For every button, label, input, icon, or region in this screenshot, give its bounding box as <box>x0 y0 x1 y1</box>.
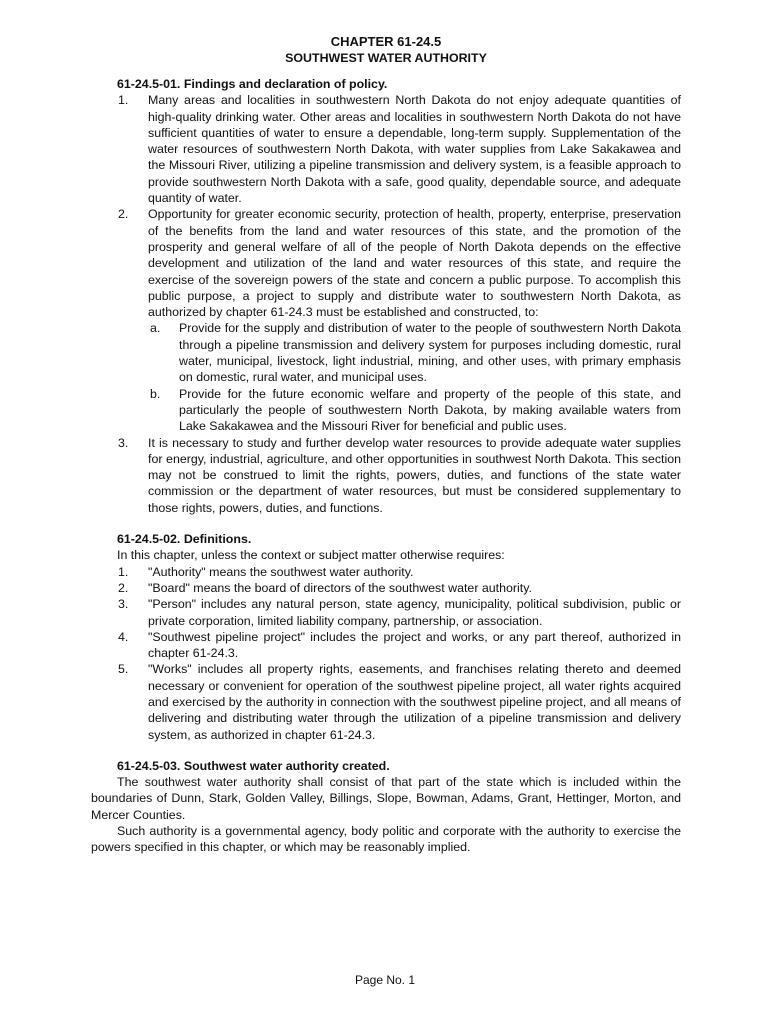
section-heading: 61-24.5-02. Definitions. <box>117 532 252 547</box>
list-item <box>91 661 681 742</box>
sub-list-item <box>148 320 681 385</box>
item-number: 1. <box>118 93 129 108</box>
item-number: 1. <box>118 564 129 579</box>
list-item <box>91 92 681 206</box>
section-authority-created <box>91 758 681 856</box>
sub-list-item <box>148 386 681 435</box>
item-number: 3. <box>118 597 129 612</box>
item-text: "Works" includes all property rights, easements, and franchises relating thereto and deemed necessary or convenient for operation of the southwest pipeline project, all water rights acquired and exercised by the authority in connection with the southwest pipeline project, and all means of delivering and distributing water through the utilization of a pipeline transmission and delivery system, as authorized in chapter 61-24.3. <box>148 662 681 742</box>
item-number: 3. <box>118 435 129 450</box>
list-item <box>91 435 681 516</box>
list-item <box>91 629 681 662</box>
section-definitions <box>91 531 681 743</box>
item-number: 5. <box>118 662 129 677</box>
item-text: "Authority" means the southwest water authority. <box>148 564 414 579</box>
list-item <box>91 206 681 434</box>
paragraph: Such authority is a governmental agency, body politic and corporate with the authority to exercise the powers specified in this chapter, or which may be reasonably implied. <box>91 824 681 855</box>
section-findings <box>91 76 681 516</box>
item-text: Many areas and localities in southwestern North Dakota do not enjoy adequate quantities of high-quality drinking water. Other areas and localities in southwestern North Dakota do not have sufficient quantities of water to ensure a dependable, long-term supply. Supplementation of the water resources of southwestern North Dakota, with water supplies from Lake Sakakawea and the Missouri River, utilizing a pipeline transmission and delivery system, is a feasible approach to provide southwestern North Dakota with a safe, good quality, dependable source, and adequate quantity of water. <box>148 93 681 206</box>
paragraph: The southwest water authority shall consist of that part of the state which is included within the boundaries of Dunn, Stark, Golden Valley, Billings, Slope, Bowman, Adams, Grant, Hettinger, Morton, and Mercer Counties. <box>91 775 681 822</box>
item-text: Opportunity for greater economic security, protection of health, property, enterprise, preservation of the benefits from the land and water resources of this state, and the promotion of the prosperity and general welfare of all of the people of North Dakota depends on the effective development and utilization of the land and water resources of this state, and require the exercise of the sovereign powers of the state and concern a public purpose. To accomplish this public purpose, a project to supply and distribute water to southwestern North Dakota, as authorized by chapter 61-24.3 must be established and constructed, to: <box>148 207 681 320</box>
list-item <box>91 580 681 596</box>
sub-item-letter: b. <box>150 386 161 401</box>
chapter-subtitle: SOUTHWEST WATER AUTHORITY <box>285 51 487 65</box>
item-number: 4. <box>118 629 129 644</box>
chapter-title: CHAPTER 61-24.5 <box>330 34 442 49</box>
section-intro: In this chapter, unless the context or subject matter otherwise requires: <box>117 548 505 563</box>
item-number: 2. <box>118 207 129 222</box>
sub-item-text: Provide for the supply and distribution of water to the people of southwestern North Dakota through a pipeline transmission and delivery system for purposes including domestic, rural water, municipal, livestock, light industrial, mining, and other uses, with primary emphasis on domestic, rural water, and municipal uses. <box>179 321 681 385</box>
list-item <box>91 596 681 629</box>
sub-item-text: Provide for the future economic welfare and property of the people of this state, and particularly the people of southwestern North Dakota, by making available waters from Lake Sakakawea and the Missouri River for beneficial and public uses. <box>179 386 681 434</box>
item-number: 2. <box>118 580 129 595</box>
document-body <box>91 33 681 871</box>
item-text: "Person" includes any natural person, state agency, municipality, political subdivision, public or private corporation, limited liability company, partnership, or association. <box>148 597 681 628</box>
item-text: "Board" means the board of directors of the southwest water authority. <box>148 580 532 595</box>
item-text: "Southwest pipeline project" includes the project and works, or any part thereof, authorized in chapter 61-24.3. <box>148 629 681 661</box>
section-heading: 61-24.5-01. Findings and declaration of policy. <box>117 77 388 91</box>
page-number: Page No. 1 <box>354 973 416 987</box>
list-item <box>91 564 681 580</box>
sub-item-letter: a. <box>150 321 161 336</box>
section-heading: 61-24.5-03. Southwest water authority created. <box>117 758 390 773</box>
item-text: It is necessary to study and further develop water resources to provide adequate water supplies for energy, industrial, agriculture, and other opportunities in southwest North Dakota. This section may not be construed to limit the rights, powers, duties, and functions of the state water commission or the department of water resources, but must be considered supplementary to those rights, powers, duties, and functions. <box>148 435 681 515</box>
